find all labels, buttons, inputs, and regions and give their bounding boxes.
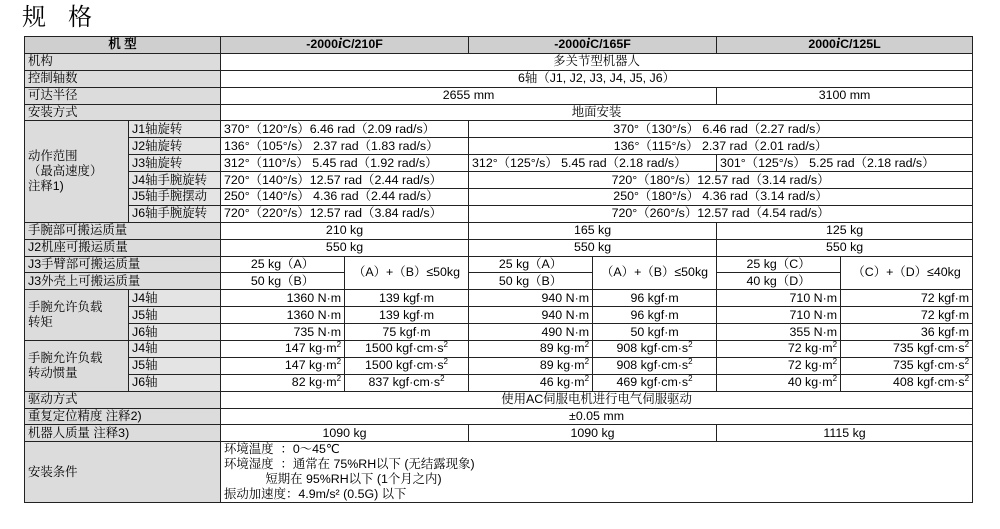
torque-nm: 355 N·m: [717, 324, 841, 341]
inertia-kgm2: 89 $kg\cdot m^2$: [469, 357, 593, 374]
row-drive: [25, 391, 973, 408]
torque-kgfm: 50 kgf·m: [593, 324, 717, 341]
value-125l-c: 25 kg（C）: [717, 256, 841, 273]
row-torque-j4: [25, 290, 973, 307]
axis-label: J5轴手腕摆动: [129, 189, 221, 206]
row-torque-j5: [25, 307, 973, 324]
value-165f-125l: 136°（115°/s） 2.37 rad（2.01 rad/s）: [469, 138, 973, 155]
value-210f: 370°（120°/s）6.46 rad（2.09 rad/s）: [221, 121, 469, 138]
inertia-kgm2: 72 $kg\cdot m^2$: [717, 341, 841, 358]
axis-label: J4轴手腕旋转: [129, 172, 221, 189]
axis-label: J6轴: [129, 324, 221, 341]
torque-nm: 735 N·m: [221, 324, 345, 341]
axis-label: J6轴手腕旋转: [129, 205, 221, 222]
row-label: 安装条件: [25, 442, 221, 503]
sum-210f: （A）+（B）≤50kg: [345, 256, 469, 290]
value-165f: 1090 kg: [469, 425, 717, 442]
row-motion-j5: [25, 189, 973, 206]
value-125l: 301°（125°/s） 5.25 rad（2.18 rad/s）: [717, 155, 973, 172]
value-165f-125l: 370°（130°/s） 6.46 rad（2.27 rad/s）: [469, 121, 973, 138]
value-125l: 550 kg: [717, 239, 973, 256]
install-conditions-text: [221, 442, 973, 503]
row-torque-j6: [25, 324, 973, 341]
value-165f: 165 kg: [469, 222, 717, 239]
inertia-kgfcms2: 908 $kgf\cdot cm\cdot s^2$: [593, 341, 717, 358]
value-210f-a: 25 kg（A）: [221, 256, 345, 273]
inertia-kgfcms2: 908 $kgf\cdot cm\cdot s^2$: [593, 357, 717, 374]
sum-125l: （C）+（D）≤40kg: [841, 256, 973, 290]
env-humidity-line: 环境湿度 ：通常在 75%RH以下 (无结露现象): [224, 457, 475, 472]
inertia-kgm2: 40 $kg\cdot m^2$: [717, 374, 841, 391]
row-axes: [25, 70, 973, 87]
axis-label: J5轴: [129, 307, 221, 324]
axis-label: J2轴旋转: [129, 138, 221, 155]
model-210f: -2000iC/210F: [221, 37, 469, 54]
value-165f-125l: 250°（180°/s） 4.36 rad（3.14 rad/s）: [469, 189, 973, 206]
value-210f: 312°（110°/s） 5.45 rad（1.92 rad/s）: [221, 155, 469, 172]
row-label: 机构: [25, 53, 221, 70]
sum-165f: （A）+（B）≤50kg: [593, 256, 717, 290]
row-motion-j1: [25, 121, 973, 138]
value-165f: 312°（125°/s） 5.45 rad（2.18 rad/s）: [469, 155, 717, 172]
row-wrist-payload: [25, 222, 973, 239]
inertia-label: 手腕允许负载 转动惯量: [25, 341, 129, 392]
row-robot-mass: [25, 425, 973, 442]
row-motion-j4: [25, 172, 973, 189]
env-temp-line: 环境温度 ：0～45℃: [224, 442, 340, 457]
row-label: 可达半径: [25, 87, 221, 104]
inertia-kgm2: 72 $kg\cdot m^2$: [717, 357, 841, 374]
inertia-kgfcms2: 1500 $kgf\cdot cm\cdot s^2$: [345, 341, 469, 358]
value-125l: 1115 kg: [717, 425, 973, 442]
inertia-kgm2: 147 $kg\cdot m^2$: [221, 341, 345, 358]
value-210f-b: 50 kg（B）: [221, 273, 345, 290]
torque-nm: 1360 N·m: [221, 307, 345, 324]
torque-kgfm: 96 kgf·m: [593, 307, 717, 324]
spec-table: [24, 36, 973, 503]
torque-kgfm: 36 kgf·m: [841, 324, 973, 341]
value-125l-d: 40 kg（D）: [717, 273, 841, 290]
value-210f: 210 kg: [221, 222, 469, 239]
value-165f-b: 50 kg（B）: [469, 273, 593, 290]
row-value: 多关节型机器人: [221, 53, 973, 70]
inertia-kgfcms2: 735 $kgf\cdot cm\cdot s^2$: [841, 341, 973, 358]
row-label: 控制轴数: [25, 70, 221, 87]
row-label: J2机座可搬运质量: [25, 239, 221, 256]
axis-label: J6轴: [129, 374, 221, 391]
torque-kgfm: 72 kgf·m: [841, 307, 973, 324]
model-125l: 2000iC/125L: [717, 37, 973, 54]
inertia-kgfcms2: 1500 $kgf\cdot cm\cdot s^2$: [345, 357, 469, 374]
value-165f-125l: 720°（260°/s）12.57 rad（4.54 rad/s）: [469, 205, 973, 222]
row-mount: [25, 104, 973, 121]
torque-kgfm: 139 kgf·m: [345, 290, 469, 307]
value-165f-a: 25 kg（A）: [469, 256, 593, 273]
row-motion-j6: [25, 205, 973, 222]
row-value: 地面安装: [221, 104, 973, 121]
axis-label: J4轴: [129, 341, 221, 358]
header-row: [25, 37, 973, 54]
inertia-kgfcms2: 408 $kgf\cdot cm\cdot s^2$: [841, 374, 973, 391]
value-165f: 550 kg: [469, 239, 717, 256]
value-125l: 125 kg: [717, 222, 973, 239]
torque-kgfm: 75 kgf·m: [345, 324, 469, 341]
vibration-line: 振动加速度：4.9m/s² (0.5G) 以下: [224, 487, 407, 502]
axis-label: J3轴旋转: [129, 155, 221, 172]
axis-label: J1轴旋转: [129, 121, 221, 138]
inertia-kgm2: 147 $kg\cdot m^2$: [221, 357, 345, 374]
row-value: 使用AC伺服电机进行电气伺服驱动: [221, 391, 973, 408]
torque-kgfm: 72 kgf·m: [841, 290, 973, 307]
row-reach: [25, 87, 973, 104]
row-value: 2655 mm: [221, 87, 717, 104]
torque-nm: 940 N·m: [469, 307, 593, 324]
torque-kgfm: 96 kgf·m: [593, 290, 717, 307]
row-value: 3100 mm: [717, 87, 973, 104]
torque-nm: 710 N·m: [717, 307, 841, 324]
motion-label: 动作范围 （最高速度） 注释1): [25, 121, 129, 222]
row-inertia-j5: [25, 357, 973, 374]
row-label: 手腕部可搬运质量: [25, 222, 221, 239]
inertia-kgfcms2: 469 $kgf\cdot cm\cdot s^2$: [593, 374, 717, 391]
row-j3-casing-payload: [25, 273, 973, 290]
title-char-2: 格: [68, 3, 92, 31]
row-label: 机器人质量 注释3): [25, 425, 221, 442]
row-value: 6轴（J1, J2, J3, J4, J5, J6）: [221, 70, 973, 87]
value-210f: 550 kg: [221, 239, 469, 256]
value-210f: 250°（140°/s） 4.36 rad（2.44 rad/s）: [221, 189, 469, 206]
torque-kgfm: 139 kgf·m: [345, 307, 469, 324]
row-label: J3手臂部可搬运质量: [25, 256, 221, 273]
row-label: 重复定位精度 注释2): [25, 408, 221, 425]
row-j2-payload: [25, 239, 973, 256]
row-install-conditions: [25, 442, 973, 503]
axis-label: J5轴: [129, 357, 221, 374]
title-char-1: 规: [22, 3, 46, 31]
model-label: 机 型: [25, 37, 221, 54]
value-210f: 136°（105°/s） 2.37 rad（1.83 rad/s）: [221, 138, 469, 155]
row-inertia-j6: [25, 374, 973, 391]
inertia-kgfcms2: 735 $kgf\cdot cm\cdot s^2$: [841, 357, 973, 374]
torque-nm: 710 N·m: [717, 290, 841, 307]
row-motion-j3: [25, 155, 973, 172]
row-motion-j2: [25, 138, 973, 155]
value-210f: 720°（220°/s）12.57 rad（3.84 rad/s）: [221, 205, 469, 222]
value-210f: 720°（140°/s）12.57 rad（2.44 rad/s）: [221, 172, 469, 189]
inertia-kgm2: 82 $kg\cdot m^2$: [221, 374, 345, 391]
inertia-kgfcms2: 837 $kgf\cdot cm\cdot s^2$: [345, 374, 469, 391]
row-value: ±0.05 mm: [221, 408, 973, 425]
row-label: 驱动方式: [25, 391, 221, 408]
torque-nm: 940 N·m: [469, 290, 593, 307]
value-165f-125l: 720°（180°/s）12.57 rad（3.14 rad/s）: [469, 172, 973, 189]
model-165f: -2000iC/165F: [469, 37, 717, 54]
inertia-kgm2: 89 $kg\cdot m^2$: [469, 341, 593, 358]
row-label: 安装方式: [25, 104, 221, 121]
torque-nm: 1360 N·m: [221, 290, 345, 307]
torque-label: 手腕允许负载 转矩: [25, 290, 129, 341]
value-210f: 1090 kg: [221, 425, 469, 442]
row-inertia-j4: [25, 341, 973, 358]
env-humidity-short-line: 短期在 95%RH以下 (1个月之内): [224, 472, 442, 487]
row-label: J3外壳上可搬运质量: [25, 273, 221, 290]
axis-label: J4轴: [129, 290, 221, 307]
inertia-kgm2: 46 $kg\cdot m^2$: [469, 374, 593, 391]
page-title: [22, 2, 92, 32]
torque-nm: 490 N·m: [469, 324, 593, 341]
row-repeatability: [25, 408, 973, 425]
row-mechanism: [25, 53, 973, 70]
row-j3-arm-payload: [25, 256, 973, 273]
